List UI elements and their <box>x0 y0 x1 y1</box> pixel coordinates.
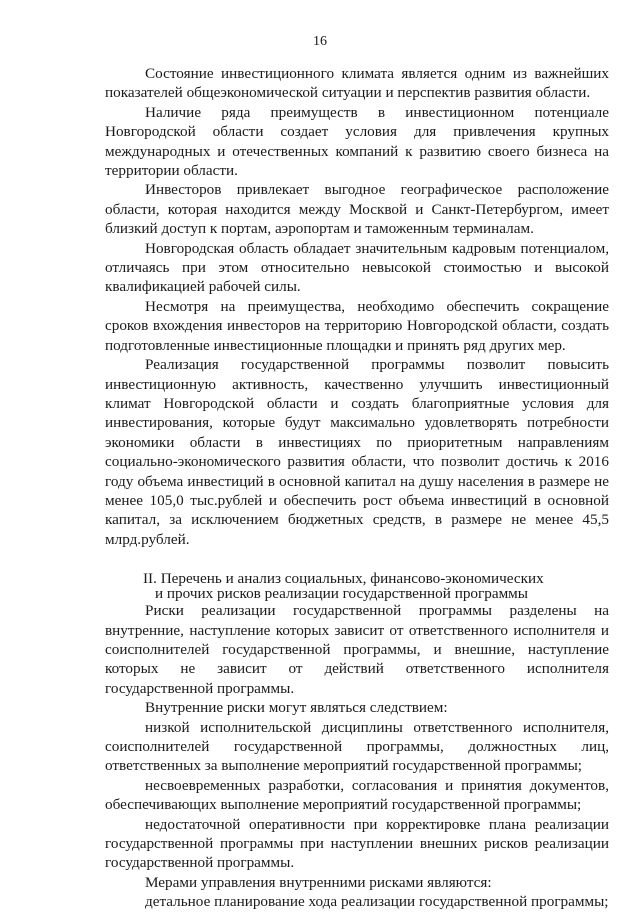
paragraph: Состояние инвестиционного климата является одним из важнейших показателей общеэкономической ситуации и перспектив развития области. <box>105 65 609 102</box>
paragraph: Наличие ряда преимуществ в инвестиционном потенциале Новгородской области создает условия для привлечения крупных международных и отечественных компаний к развитию своего бизнеса на территории области. <box>105 103 609 180</box>
paragraph: Мерами управления внутренними рисками являются: <box>145 873 492 891</box>
paragraph: Риски реализации государственной программы разделены на внутренние, наступление которых зависит от ответственного исполнителя и соисполнителей государственной программы, и внешние, наступление которых не зависит от действий ответственного исполнителя государственной программы. <box>105 602 609 697</box>
paragraph: несвоевременных разработки, согласования и принятия документов, обеспечивающих выполнение мероприятий государственной программы; <box>105 776 609 814</box>
paragraph: Инвесторов привлекает выгодное географическое расположение области, которая находится между Москвой и Санкт-Петербургом, имеет близкий доступ к портам, аэропортам и таможенным терминалам. <box>105 181 609 238</box>
paragraph: низкой исполнительской дисциплины ответственного исполнителя, соисполнителей государственной программы, должностных лиц, ответственных за выполнение мероприятий государственной программы; <box>105 718 609 775</box>
section-heading <box>105 571 609 601</box>
paragraph: Реализация государственной программы позволит повысить инвестиционную активность, качественно улучшить инвестиционный климат Новгородской области и создать благоприятные условия для инвестирования, которые будут максимально удовлетворять потребности экономики области в инвестициях по приоритетным направлениям социально-экономического развития области, что позволит достичь к 2016 году объема инвестиций в основной капитал на душу населения в размере не менее 105,0 тыс.рублей и обеспечить рост объема инвестиций в основной капитал, за исключением бюджетных средств, в размере не менее 45,5 млрд.рублей. <box>105 356 609 548</box>
paragraph: недостаточной оперативности при корректировке плана реализации государственной программы при наступлении внешних рисков реализации государственной программы. <box>105 815 609 872</box>
section-heading-line-1: II. Перечень и анализ социальных, финансово-экономических <box>143 570 544 588</box>
paragraph: Новгородская область обладает значительным кадровым потенциалом, отличаясь при этом относительно невысокой стоимостью и высокой квалификацией рабочей силы. <box>105 239 609 296</box>
paragraph: детальное планирование хода реализации государственной программы; <box>145 893 609 911</box>
section-heading-line-2: и прочих рисков реализации государственной программы <box>155 585 528 603</box>
document-body <box>105 64 609 912</box>
paragraph: Внутренние риски могут являться следствием: <box>145 699 448 717</box>
paragraph: Несмотря на преимущества, необходимо обеспечить сокращение сроков вхождения инвесторов на территорию Новгородской области, создать подготовленные инвестиционные площадки и принять ряд других мер. <box>105 297 609 354</box>
page-number: 16 <box>313 34 327 49</box>
